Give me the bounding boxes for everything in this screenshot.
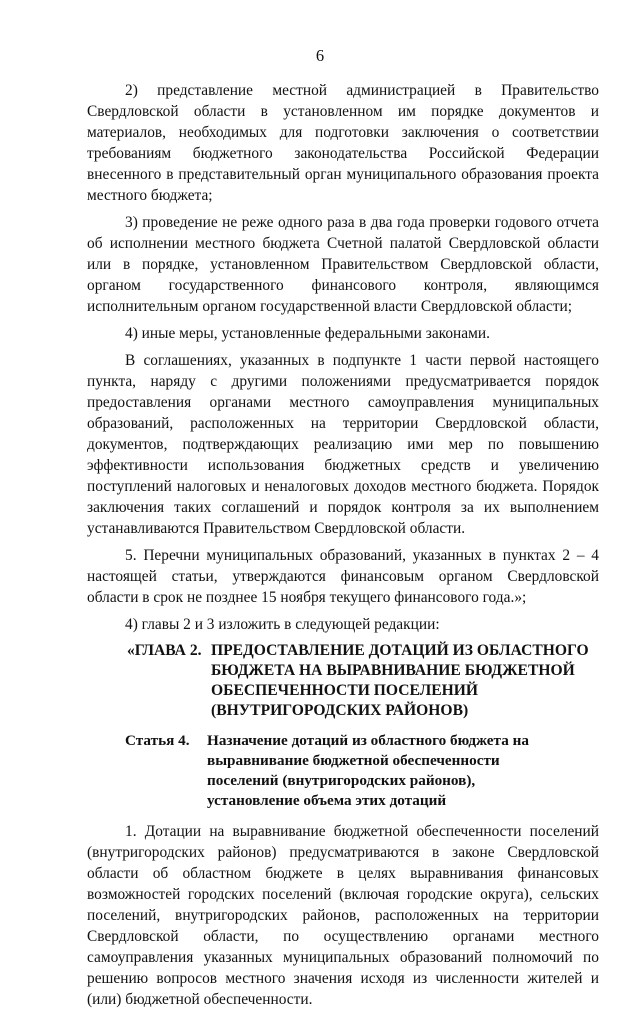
paragraph-item-2: 2) представление местной администрацией в Правительство Свердловской области в установленном им порядке документов и материалов, необходимых для подготовки заключения о соответствии требованиям бюджетного законодательства Российской Федерации внесенного в представительный орган муниципального образования проекта местного бюджета;: [87, 82, 599, 204]
paragraph-amendment-intro: 4) главы 2 и 3 изложить в следующей редакции:: [125, 616, 440, 633]
chapter-title: ПРЕДОСТАВЛЕНИЕ ДОТАЦИЙ ИЗ ОБЛАСТНОГО БЮДЖЕТА НА ВЫРАВНИВАНИЕ БЮДЖЕТНОЙ ОБЕСПЕЧЕННОСТИ ПОСЕЛЕНИЙ (ВНУТРИГОРОДСКИХ РАЙОНОВ): [211, 642, 589, 719]
article-heading: [87, 731, 599, 811]
article-title: Назначение дотаций из областного бюджета на выравнивание бюджетной обеспеченности поселений (внутригородских районов), установление объема этих дотаций: [207, 732, 529, 809]
paragraph-article-4-point-1: 1. Дотации на выравнивание бюджетной обеспеченности поселений (внутригородских районов) предусматриваются в законе Свердловской области об областном бюджете в целях выравнивания финансовых возможностей городских поселений (включая городские округа), сельских поселений, внутригородских районов, расположенных на территории Свердловской области, по осуществлению органами местного самоуправления указанных муниципальных образований полномочий по решению вопросов местного значения исходя из численности жителей и (или) бюджетной обеспеченности.: [87, 823, 599, 1008]
paragraph-agreements: В соглашениях, указанных в подпункте 1 части первой настоящего пункта, наряду с другими положениями предусматривается порядок предоставления органами местного самоуправления муниципальных образований, расположенных на территории Свердловской области, документов, подтверждающих реализацию ими мер по повышению эффективности использования бюджетных средств и увеличению поступлений налоговых и неналоговых доходов местного бюджета. Порядок заключения таких соглашений и порядок контроля за их выполнением устанавливаются Правительством Свердловской области.: [87, 352, 599, 537]
paragraph-item-3: 3) проведение не реже одного раза в два года проверки годового отчета об исполнении местного бюджета Счетной палатой Свердловской области или в порядке, установленном Правительством Свердловской области, органом государственного финансового контроля, являющимся исполнительным органом государственной власти Свердловской области;: [87, 214, 599, 315]
paragraph-point-5: 5. Перечни муниципальных образований, указанных в пунктах 2 – 4 настоящей статьи, утверждаются финансовым органом Свердловской области в срок не позднее 15 ноября текущего финансового года.»;: [87, 547, 599, 606]
chapter-label: «ГЛАВА 2.: [127, 642, 202, 659]
chapter-heading: [87, 641, 599, 721]
page-number: 6: [315, 46, 325, 65]
paragraph-item-4: 4) иные меры, установленные федеральными законами.: [125, 325, 490, 342]
document-body: [87, 80, 599, 1010]
article-label: Статья 4.: [125, 732, 190, 749]
